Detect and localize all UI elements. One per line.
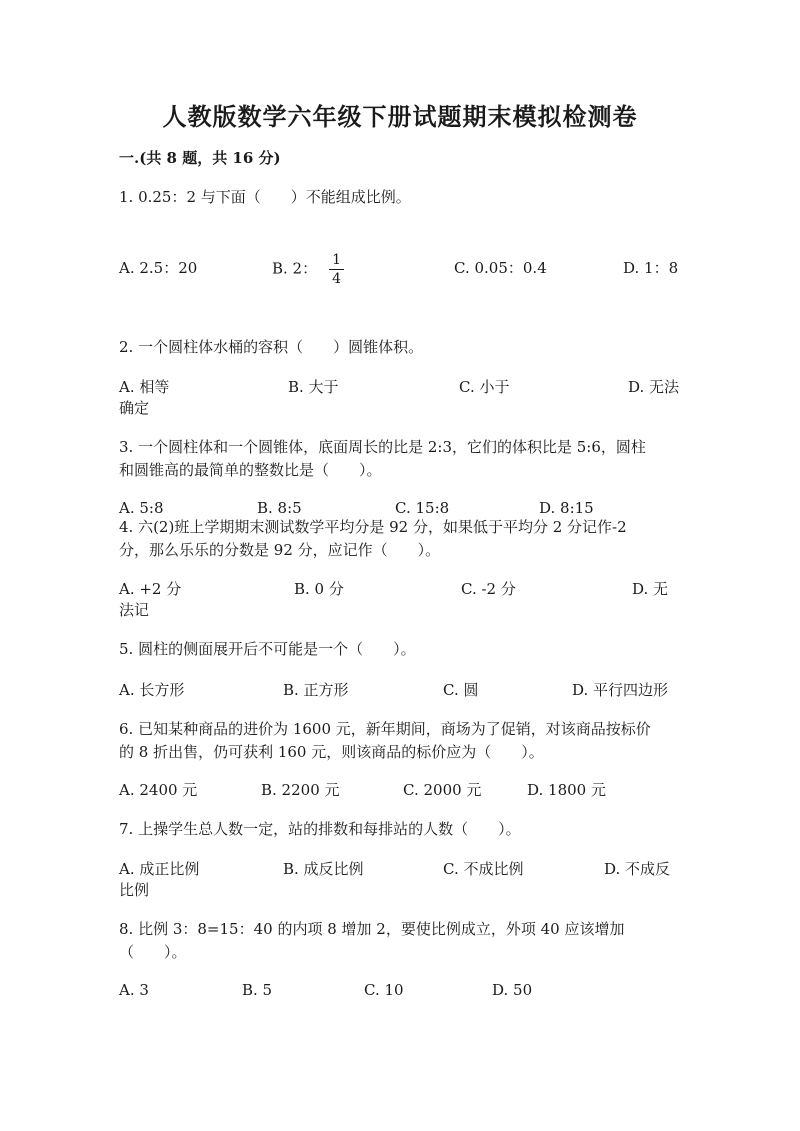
question-2-option-b[interactable]: B. 大于	[288, 378, 339, 396]
question-8-option-c[interactable]: C. 10	[364, 981, 404, 999]
page-title: 人教版数学六年级下册试题期末模拟检测卷	[162, 102, 638, 131]
question-7-option-d-wrap: 比例	[119, 881, 150, 899]
question-8-stem-line-2: （ ）。	[119, 943, 187, 961]
question-4-stem-line-1: 4. 六(2)班上学期期末测试数学平均分是 92 分，如果低于平均分 2 分记作-2	[119, 518, 627, 536]
question-5-option-a[interactable]: A. 长方形	[119, 681, 185, 699]
question-7-option-a[interactable]: A. 成正比例	[119, 860, 200, 878]
question-8-option-a[interactable]: A. 3	[119, 981, 149, 999]
section-heading: 一.(共 8 题，共 16 分)	[119, 149, 281, 167]
fraction-one-quarter	[329, 252, 344, 287]
question-2-option-a[interactable]: A. 相等	[119, 378, 170, 396]
question-3-option-b[interactable]: B. 8:5	[257, 499, 302, 517]
question-4-option-d-wrap: 法记	[119, 601, 150, 619]
question-6-option-b[interactable]: B. 2200 元	[261, 781, 340, 799]
question-1-option-a[interactable]: A. 2.5：20	[119, 259, 198, 277]
question-6-stem-line-2: 的 8 折出售，仍可获利 160 元，则该商品的标价应为（ ）。	[119, 743, 544, 761]
question-1-option-c[interactable]: C. 0.05：0.4	[454, 259, 547, 277]
question-6-option-a[interactable]: A. 2400 元	[119, 781, 198, 799]
question-6-option-c[interactable]: C. 2000 元	[403, 781, 482, 799]
question-3-option-c[interactable]: C. 15:8	[395, 499, 450, 517]
option-b-label: B. 2：	[272, 259, 318, 278]
fraction-numerator: 1	[329, 252, 344, 270]
question-2-option-c[interactable]: C. 小于	[459, 378, 510, 396]
question-4-option-a[interactable]: A. +2 分	[119, 580, 182, 598]
question-1-option-d[interactable]: D. 1：8	[623, 259, 679, 277]
question-4-stem-line-2: 分，那么乐乐的分数是 92 分，应记作（ ）。	[119, 541, 441, 559]
question-5-option-b[interactable]: B. 正方形	[283, 681, 349, 699]
question-5-stem: 5. 圆柱的侧面展开后不可能是一个（ ）。	[119, 640, 416, 658]
question-3-stem-line-2: 和圆锥高的最简单的整数比是（ ）。	[119, 461, 382, 479]
question-7-option-c[interactable]: C. 不成比例	[443, 860, 524, 878]
question-7-stem: 7. 上操学生总人数一定，站的排数和每排站的人数（ ）。	[119, 820, 521, 838]
question-1-stem: 1. 0.25：2 与下面（ ）不能组成比例。	[119, 188, 411, 206]
question-3-option-d[interactable]: D. 8:15	[539, 499, 594, 517]
question-4-option-b[interactable]: B. 0 分	[294, 580, 344, 598]
question-5-option-c[interactable]: C. 圆	[443, 681, 479, 699]
question-4-option-c[interactable]: C. -2 分	[461, 580, 516, 598]
question-2-option-d[interactable]: D. 无法	[628, 378, 680, 396]
question-2-option-d-wrap: 确定	[119, 399, 150, 417]
question-8-option-d[interactable]: D. 50	[492, 981, 533, 999]
question-7-option-b[interactable]: B. 成反比例	[283, 860, 364, 878]
question-3-stem-line-1: 3. 一个圆柱体和一个圆锥体，底面周长的比是 2:3，它们的体积比是 5:6，圆柱	[119, 438, 646, 456]
question-2-stem: 2. 一个圆柱体水桶的容积（ ）圆锥体积。	[119, 338, 424, 356]
question-6-stem-line-1: 6. 已知某种商品的进价为 1600 元，新年期间，商场为了促销，对该商品按标价	[119, 720, 651, 738]
question-5-option-d[interactable]: D. 平行四边形	[572, 681, 669, 699]
question-4-option-d[interactable]: D. 无	[632, 580, 669, 598]
question-8-stem-line-1: 8. 比例 3：8=15：40 的内项 8 增加 2，要使比例成立，外项 40 应该增加	[119, 920, 625, 938]
fraction-denominator: 4	[332, 271, 342, 287]
question-3-option-a[interactable]: A. 5:8	[119, 499, 164, 517]
question-1-option-b[interactable]	[272, 252, 344, 287]
question-7-option-d[interactable]: D. 不成反	[604, 860, 671, 878]
question-8-option-b[interactable]: B. 5	[242, 981, 273, 999]
question-6-option-d[interactable]: D. 1800 元	[527, 781, 606, 799]
